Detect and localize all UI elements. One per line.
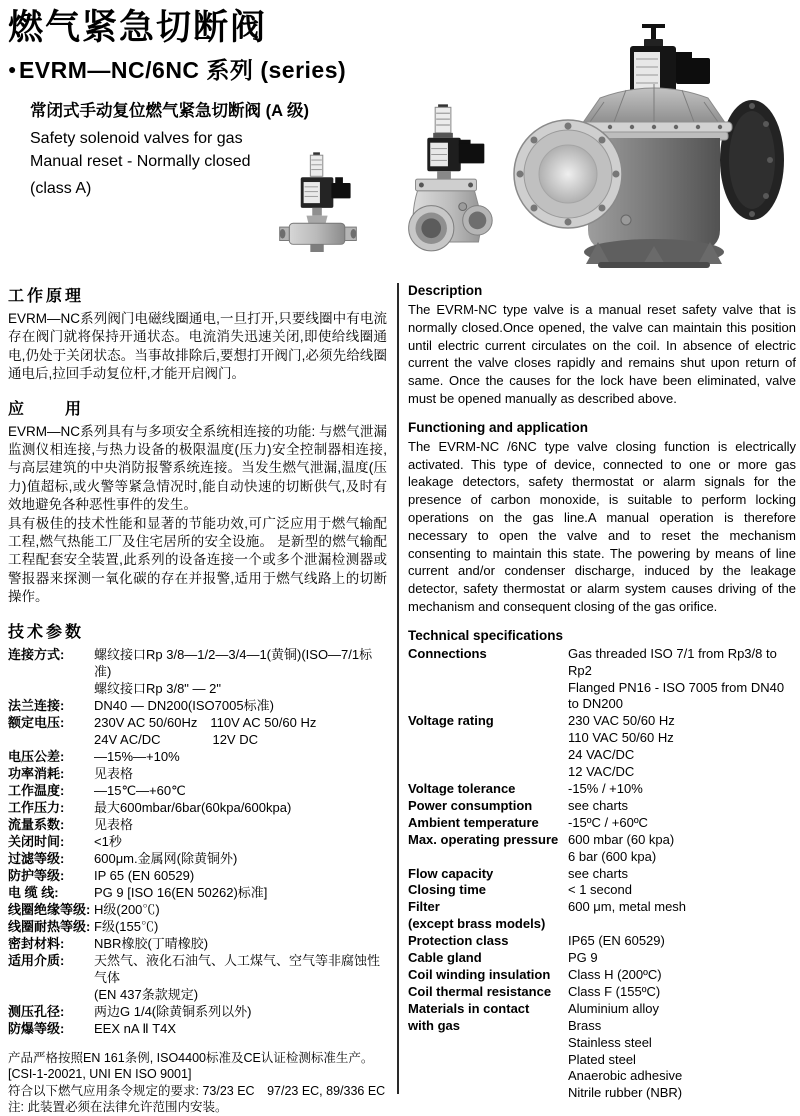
tech-spec-row <box>408 713 796 730</box>
working-principle-heading: 工作原理 <box>8 288 85 305</box>
tech-spec-row <box>408 1001 796 1018</box>
tech-spec-label <box>408 730 568 747</box>
tech-spec-label: (except brass models) <box>408 916 546 932</box>
tech-spec-label: Cable gland <box>408 950 482 966</box>
tech-spec-value: 12 VAC/DC <box>568 764 635 780</box>
tech-param-label: 工作压力: <box>8 799 65 815</box>
functioning-text: The EVRM-NC /6NC type valve closing function is electrically activated. This type of device, connected to one or more gas leakage detectors, safety thermostat or alarm signals for the presence of carbon monoxide, is suitable to perform locking operations on the gas line.A manual operation is therefore necessary to open the valve and to reset the mechanism consenting to maintain this state. The powering by means of line current and/or condenser discharge, induced by the leakage detector, safety thermostat or alarm system causes driving of the mechanism and consequent closing of the gas orifice. <box>408 438 796 614</box>
tech-param-value: 最大600mbar/6bar(60kpa/600kpa) <box>94 799 292 815</box>
tech-spec-value: 24 VAC/DC <box>568 747 635 763</box>
tech-param-row <box>8 680 387 697</box>
tech-spec-label <box>408 1035 568 1052</box>
product-photo-large-valve <box>514 24 794 272</box>
tech-spec-value: 110 VAC 50/60 Hz <box>568 730 674 746</box>
product-photo-small-valve <box>272 150 364 262</box>
tech-spec-row <box>408 781 796 798</box>
tech-spec-value: 600 μm, metal mesh <box>568 899 687 915</box>
tech-spec-label: Max. operating pressure <box>408 831 559 847</box>
series-label: EVRM—NC/6NC 系列 (series) <box>18 57 347 83</box>
tech-spec-label: Coil thermal resistance <box>408 983 552 999</box>
tech-param-value: 螺纹接口Rp 3/8—1/2—3/4—1(黄铜)(ISO—7/1标准) <box>94 646 373 679</box>
tech-spec-value: 600 mbar (60 kpa) <box>568 831 675 847</box>
tech-param-value: 600μm.金属网(除黄铜外) <box>94 850 238 866</box>
tech-spec-row <box>408 849 796 866</box>
tech-spec-label <box>408 747 568 764</box>
tech-param-label: 线圈绝缘等级: <box>8 901 91 917</box>
tech-param-row <box>8 850 387 867</box>
tech-spec-row <box>408 680 796 714</box>
tech-param-label: 流量系数: <box>8 816 65 832</box>
tech-spec-value <box>568 916 796 933</box>
tech-spec-row <box>408 815 796 832</box>
tech-spec-value: see charts <box>568 865 628 881</box>
tech-param-label: 工作温度: <box>8 782 65 798</box>
application-text-1: EVRM—NC系列具有与多项安全系统相连接的功能: 与燃气泄漏监测仪相连接,与热力设备的极限温度(压力)安全控制器相连接,与高层建筑的中央消防报警系统连接。当发生燃气泄漏,温度(压力)值超标,或火警等紧急情况时,能自动快速的切断供气,及时有效地避免各种恶性事件的发生。 <box>8 423 387 513</box>
tech-spec-label: Flow capacity <box>408 865 494 881</box>
tech-spec-label: with gas <box>408 1017 461 1033</box>
tech-spec-label: Voltage rating <box>408 713 494 729</box>
tech-param-value: 螺纹接口Rp 3/8" — 2" <box>94 680 221 696</box>
tech-param-row <box>8 697 387 714</box>
tech-spec-row <box>408 916 796 933</box>
tech-param-row <box>8 1020 387 1037</box>
description-heading: Description <box>408 283 483 298</box>
tech-param-row <box>8 799 387 816</box>
tech-param-row <box>8 782 387 799</box>
tech-param-row <box>8 918 387 935</box>
tech-spec-label: Connections <box>408 645 487 661</box>
tech-spec-row <box>408 1035 796 1052</box>
tech-spec-label <box>408 1068 568 1085</box>
tech-param-label <box>8 731 94 748</box>
tech-spec-row <box>408 646 796 680</box>
tech-param-value: <1秒 <box>94 833 122 849</box>
right-column <box>397 283 800 1101</box>
tech-spec-label <box>408 764 568 781</box>
tech-param-label: 测压孔径: <box>8 1003 65 1019</box>
tech-spec-label: Filter <box>408 899 440 915</box>
footnote-line: 产品严格按照EN 161条例, ISO4400标准及CE认证检测标准生产。 <box>8 1050 374 1065</box>
tech-spec-value: 230 VAC 50/60 Hz <box>568 713 675 729</box>
tech-param-value: 两边G 1/4(除黄铜系列以外) <box>94 1003 252 1019</box>
tech-spec-row <box>408 764 796 781</box>
tech-spec-row <box>408 866 796 883</box>
tech-spec-row <box>408 730 796 747</box>
subtitle-cn: 常闭式手动复位燃气紧急切断阀 (A 级) <box>30 102 309 120</box>
tech-param-row <box>8 833 387 850</box>
tech-specs-table <box>408 646 796 1102</box>
tech-param-label: 电 缆 线: <box>8 884 59 900</box>
tech-spec-label: Protection class <box>408 933 509 949</box>
tech-spec-label: Materials in contact <box>408 1000 530 1016</box>
tech-param-value: IP 65 (EN 60529) <box>94 867 195 883</box>
page-title: 燃气紧急切断阀 <box>8 8 268 47</box>
tech-spec-value: Gas threaded ISO 7/1 from Rp3/8 to Rp2 <box>568 645 777 678</box>
tech-spec-value: Anaerobic adhesive <box>568 1068 683 1084</box>
bullet-icon: ● <box>8 61 17 77</box>
tech-spec-value: Class F (155ºC) <box>568 983 661 999</box>
tech-param-row <box>8 867 387 884</box>
tech-spec-label: Coil winding insulation <box>408 966 551 982</box>
series-title <box>8 52 346 85</box>
application-heading: 应 用 <box>8 400 85 418</box>
tech-param-label: 适用介质: <box>8 952 65 968</box>
tech-param-value: EEX nA Ⅱ T4X <box>94 1020 177 1036</box>
tech-spec-value: -15ºC / +60ºC <box>568 814 648 830</box>
tech-param-label <box>8 986 94 1003</box>
tech-spec-row <box>408 1018 796 1035</box>
tech-param-row <box>8 714 387 731</box>
tech-spec-value: -15% / +10% <box>568 781 643 796</box>
product-photo-medium-valve <box>386 103 504 265</box>
footnotes <box>8 1050 387 1116</box>
tech-spec-value: Nitrile rubber (NBR) <box>568 1085 683 1101</box>
tech-param-value: —15%—+10% <box>94 748 180 764</box>
application-text-2: 具有极佳的技术性能和显著的节能功效,可广泛应用于燃气输配工程,燃气热能工厂及住宅居所的安全设施。 是新型的燃气输配工程配套安全装置,此系列的设备连接一个或多个泄漏检测器或警报器来探测一氧化碳的存在并报警,适用于燃气线路上的切断操作。 <box>8 515 387 605</box>
tech-spec-row <box>408 933 796 950</box>
tech-param-row <box>8 816 387 833</box>
tech-spec-row <box>408 967 796 984</box>
tech-param-row <box>8 731 387 748</box>
tech-param-label: 关闭时间: <box>8 833 65 849</box>
functioning-heading: Functioning and application <box>408 419 588 435</box>
subtitle-class-a: (class A) <box>30 180 92 197</box>
tech-spec-value: PG 9 <box>568 950 598 966</box>
tech-param-value: F级(155℃) <box>94 918 159 934</box>
tech-spec-row <box>408 747 796 764</box>
working-principle-text: EVRM—NC系列阀门电磁线圈通电,一旦打开,只要线圈中有电流存在阀门就将保持开通状态。电流消失迅速关闭,即使给线圈通电,仍处于关闭状态。当事故排除后,要想打开阀门,必须先给线圈通电后,拉回手动复位杆,才能开启阀门。 <box>8 311 387 382</box>
tech-spec-label: Power consumption <box>408 797 533 813</box>
left-column <box>0 283 397 1115</box>
tech-param-value: 见表格 <box>94 765 134 781</box>
tech-spec-row <box>408 1085 796 1102</box>
tech-spec-row <box>408 950 796 967</box>
footnote-line: [CSI-1-20021, UNI EN ISO 9001] <box>8 1067 192 1082</box>
tech-param-label: 线圈耐热等级: <box>8 918 91 934</box>
tech-spec-label <box>408 1052 568 1069</box>
tech-spec-row <box>408 984 796 1001</box>
tech-param-row <box>8 952 387 986</box>
tech-params-table <box>8 646 387 1037</box>
footnote-line: 注: 此装置必须在法律允许范围内安装。 <box>8 1100 228 1115</box>
tech-params-heading: 技术参数 <box>8 623 85 641</box>
tech-param-label: 防爆等级: <box>8 1020 65 1036</box>
tech-spec-row <box>408 798 796 815</box>
tech-param-label: 防护等级: <box>8 867 65 883</box>
tech-spec-value: Aluminium alloy <box>568 1000 660 1016</box>
tech-param-label: 额定电压: <box>8 714 65 730</box>
tech-param-value: PG 9 [ISO 16(EN 50262)标准] <box>94 884 268 900</box>
tech-param-row <box>8 986 387 1003</box>
tech-specs-heading: Technical specifications <box>408 627 564 643</box>
tech-param-value: 见表格 <box>94 816 134 832</box>
tech-param-row <box>8 1003 387 1020</box>
tech-param-row <box>8 935 387 952</box>
tech-spec-label: Ambient temperature <box>408 814 539 830</box>
tech-param-row <box>8 884 387 901</box>
tech-spec-value: 6 bar (600 kpa) <box>568 848 657 864</box>
tech-spec-value: see charts <box>568 797 628 813</box>
tech-param-value: 天然气、液化石油气、人工煤气、空气等非腐蚀性气体 <box>94 952 381 985</box>
tech-spec-value: Flanged PN16 - ISO 7005 from DN40 to DN200 <box>568 679 785 712</box>
tech-param-value: 24V AC/DC 12V DC <box>94 731 258 747</box>
tech-param-row <box>8 748 387 765</box>
tech-spec-value: < 1 second <box>568 882 632 898</box>
tech-spec-label: Voltage tolerance <box>408 781 516 796</box>
subtitle-en-line1: Safety solenoid valves for gas <box>30 130 243 147</box>
two-column-body <box>0 283 800 1115</box>
tech-param-label: 过滤等级: <box>8 850 65 866</box>
tech-spec-value: IP65 (EN 60529) <box>568 933 665 949</box>
tech-param-label: 密封材料: <box>8 935 65 951</box>
tech-param-label: 连接方式: <box>8 646 65 662</box>
tech-spec-row <box>408 1068 796 1085</box>
tech-spec-row <box>408 882 796 899</box>
tech-spec-label: Closing time <box>408 882 487 898</box>
footnote-line: 符合以下燃气应用条令规定的要求: 73/23 EC 97/23 EC, 89/336 EC <box>8 1083 386 1098</box>
tech-param-value: 230V AC 50/60Hz 110V AC 50/60 Hz <box>94 714 317 730</box>
subtitle-block <box>30 97 309 198</box>
tech-param-label: 电压公差: <box>8 748 65 764</box>
description-text: The EVRM-NC type valve is a manual reset safety valve that is normally closed.Once opened, the valve can maintain this position until electric current circulates on the coil. In absence of electric current the valve closes rapidly and remains shut upon return of same. Once the causes for the lock have been eliminated, valve must be opened manually as described above. <box>408 302 796 406</box>
tech-param-row <box>8 901 387 918</box>
tech-param-value: NBR橡胶(丁晴橡胶) <box>94 935 209 951</box>
tech-param-label: 功率消耗: <box>8 765 65 781</box>
tech-spec-value: Class H (200ºC) <box>568 966 662 982</box>
tech-spec-row <box>408 832 796 849</box>
tech-spec-value: Stainless steel <box>568 1034 652 1050</box>
tech-param-row <box>8 646 387 680</box>
tech-spec-value: Brass <box>568 1017 602 1033</box>
tech-spec-row <box>408 1052 796 1069</box>
subtitle-en-line2: Manual reset - Normally closed <box>30 153 251 170</box>
tech-param-label: 法兰连接: <box>8 697 65 713</box>
tech-param-value: H级(200℃) <box>94 901 160 917</box>
tech-param-value: DN40 — DN200(ISO7005标准) <box>94 697 274 713</box>
tech-spec-value: Plated steel <box>568 1051 636 1067</box>
tech-spec-row <box>408 899 796 916</box>
tech-spec-label <box>408 849 568 866</box>
tech-param-label <box>8 680 94 697</box>
tech-param-value: (EN 437条款规定) <box>94 986 199 1002</box>
tech-param-row <box>8 765 387 782</box>
tech-spec-label <box>408 680 568 714</box>
tech-param-value: —15℃—+60℃ <box>94 782 186 798</box>
tech-spec-label <box>408 1085 568 1102</box>
